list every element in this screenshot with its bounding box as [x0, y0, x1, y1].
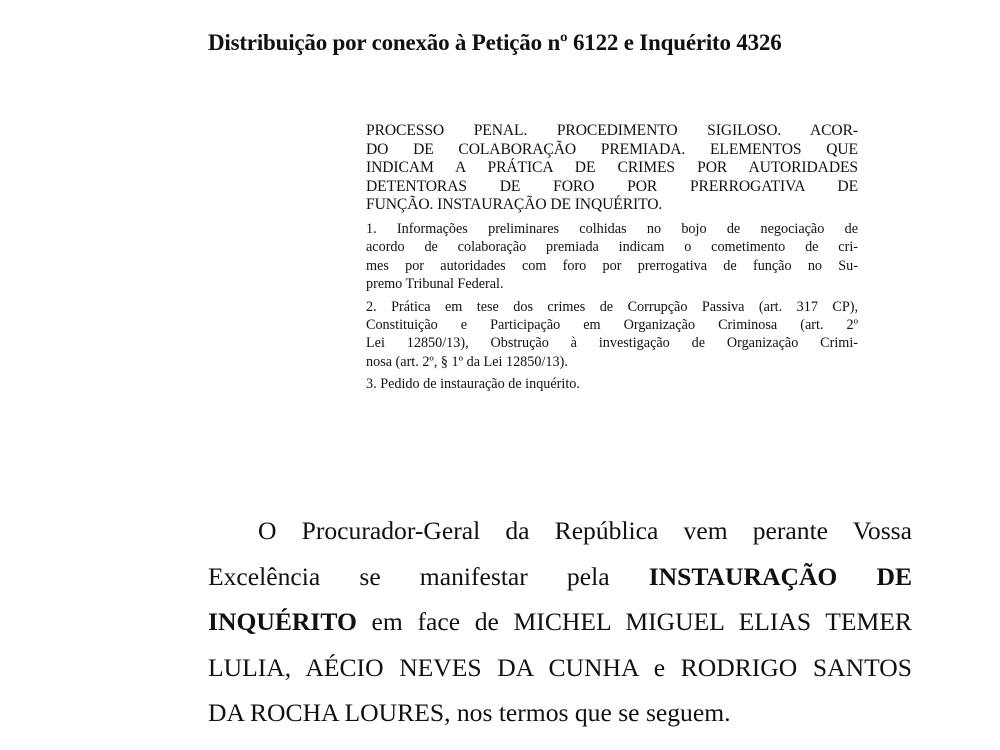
ementa-heading-line: DO DE COLABORAÇÃO PREMIADA. ELEMENTOS QUE [366, 140, 858, 158]
ementa-item-line: 3. Pedido de instauração de inquérito. [366, 376, 580, 393]
ementa-item-line: Lei 12850/13), Obstrução à investigação de Organização Crimi- [366, 335, 858, 352]
body-line-text: em face de MICHEL MIGUEL ELIAS TEMER [371, 607, 913, 637]
body-line: LULIA, AÉCIO NEVES DA CUNHA e RODRIGO SANTOS [208, 652, 912, 682]
body-line: O Procurador-Geral da República vem perante Vossa [258, 516, 912, 545]
ementa-heading-line: DETENTORAS DE FORO POR PRERROGATIVA DE [366, 177, 858, 195]
ementa-item-line: mes por autoridades com foro por prerrogativa de função no Su- [366, 257, 858, 274]
ementa-heading-line: INDICAM A PRÁTICA DE CRIMES POR AUTORIDADES [366, 159, 858, 177]
ementa-item-line: acordo de colaboração premiada indicam o cometimento de cri- [366, 239, 858, 256]
ementa-block [366, 122, 858, 398]
body-paragraph [208, 508, 912, 736]
ementa-item-line: nosa (art. 2º, § 1º da Lei 12850/13). [366, 353, 568, 370]
body-line: DA ROCHA LOURES, nos termos que se seguem. [208, 698, 731, 728]
ementa-heading [366, 122, 858, 215]
ementa-heading-line: PROCESSO PENAL. PROCEDIMENTO SIGILOSO. ACOR- [366, 122, 858, 139]
ementa-item-2 [366, 298, 858, 372]
ementa-item-1 [366, 220, 858, 294]
bold-term: INQUÉRITO [208, 607, 357, 637]
bold-term: INSTAURAÇÃO DE [648, 561, 913, 591]
body-line [208, 554, 912, 600]
ementa-item-line: premo Tribunal Federal. [366, 276, 504, 293]
ementa-item-line: 2. Prática em tese dos crimes de Corrupção Passiva (art. 317 CP), [366, 298, 858, 315]
body-line [208, 599, 912, 645]
ementa-item-line: 1. Informações preliminares colhidas no bojo de negociação de [366, 220, 858, 237]
ementa-item-line: Constituição e Participação em Organização Criminosa (art. 2º [366, 317, 858, 333]
ementa-item-3 [366, 375, 858, 393]
document-title: Distribuição por conexão à Petição nº 6122 e Inquérito 4326 [208, 30, 782, 55]
body-line-text: Excelência se manifestar pela [208, 561, 610, 591]
ementa-heading-line: FUNÇÃO. INSTAURAÇÃO DE INQUÉRITO. [366, 196, 663, 214]
